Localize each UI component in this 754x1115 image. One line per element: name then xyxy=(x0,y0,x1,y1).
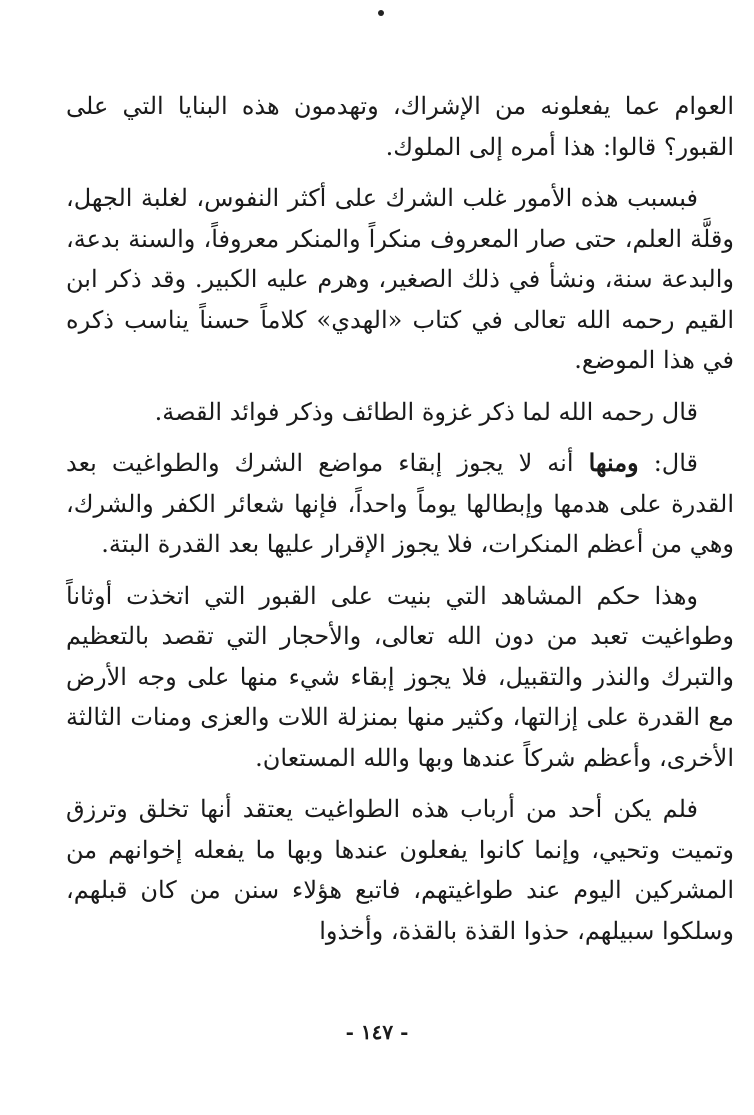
page-number: - ١٤٧ - xyxy=(345,1020,409,1044)
paragraph-4-bold: ومنها xyxy=(588,448,639,477)
paragraph-6: فلم يكن أحد من أرباب هذه الطواغيت يعتقد أنها تخلق وترزق وتميت وتحيي، وإنما كانوا يفعلون عندها وبها ما يفعله إخوانهم من المشركين اليوم عند طواغيتهم، فاتبع هؤلاء سنن من كان قبلهم، وسلكوا سبيلهم، حذوا القذة بالقذة، وأخذوا xyxy=(66,795,734,945)
paragraph-1: العوام عما يفعلونه من الإشراك، وتهدمون هذه البنايا التي على القبور؟ قالوا: هذا أمره إلى الملوك. xyxy=(66,92,734,161)
page-body xyxy=(66,86,734,962)
paragraph-5: وهذا حكم المشاهد التي بنيت على القبور التي اتخذت أوثاناً وطواغيت تعبد من دون الله تعالى، والأحجار التي تقصد بالتعظيم والتبرك والنذر والتقبيل، فلا يجوز إبقاء شيء منها على وجه الأرض مع القدرة على إزالتها، وكثير منها بمنزلة اللات والعزى ومنات الثالثة الأخرى، وأعظم شركاً عندها وبها والله المستعان. xyxy=(66,581,734,772)
paragraph-4 xyxy=(66,443,734,565)
paragraph-3: قال رحمه الله لما ذكر غزوة الطائف وذكر فوائد القصة. xyxy=(154,397,698,426)
paragraph-4-rest: أنه لا يجوز إبقاء مواضع الشرك والطواغيت بعد القدرة على هدمها وإبطالها يوماً واحداً، فإنها شعائر الكفر والشرك، وهي من أعظم المنكرات، فلا يجوز الإقرار عليها بعد القدرة البتة. xyxy=(66,449,734,558)
page-top-mark xyxy=(378,10,384,16)
paragraph-2: فبسبب هذه الأمور غلب الشرك على أكثر النفوس، لغلبة الجهل، وقلَّة العلم، حتى صار المعروف منكراً والمنكر معروفاً، والسنة بدعة، والبدعة سنة، ونشأ في ذلك الصغير، وهرم عليه الكبير. وقد ذكر ابن القيم رحمه الله تعالى في كتاب «الهدي» كلاماً حسناً يناسب ذكره في هذا الموضع. xyxy=(66,184,734,374)
paragraph-4-lead: قال: xyxy=(638,449,698,477)
